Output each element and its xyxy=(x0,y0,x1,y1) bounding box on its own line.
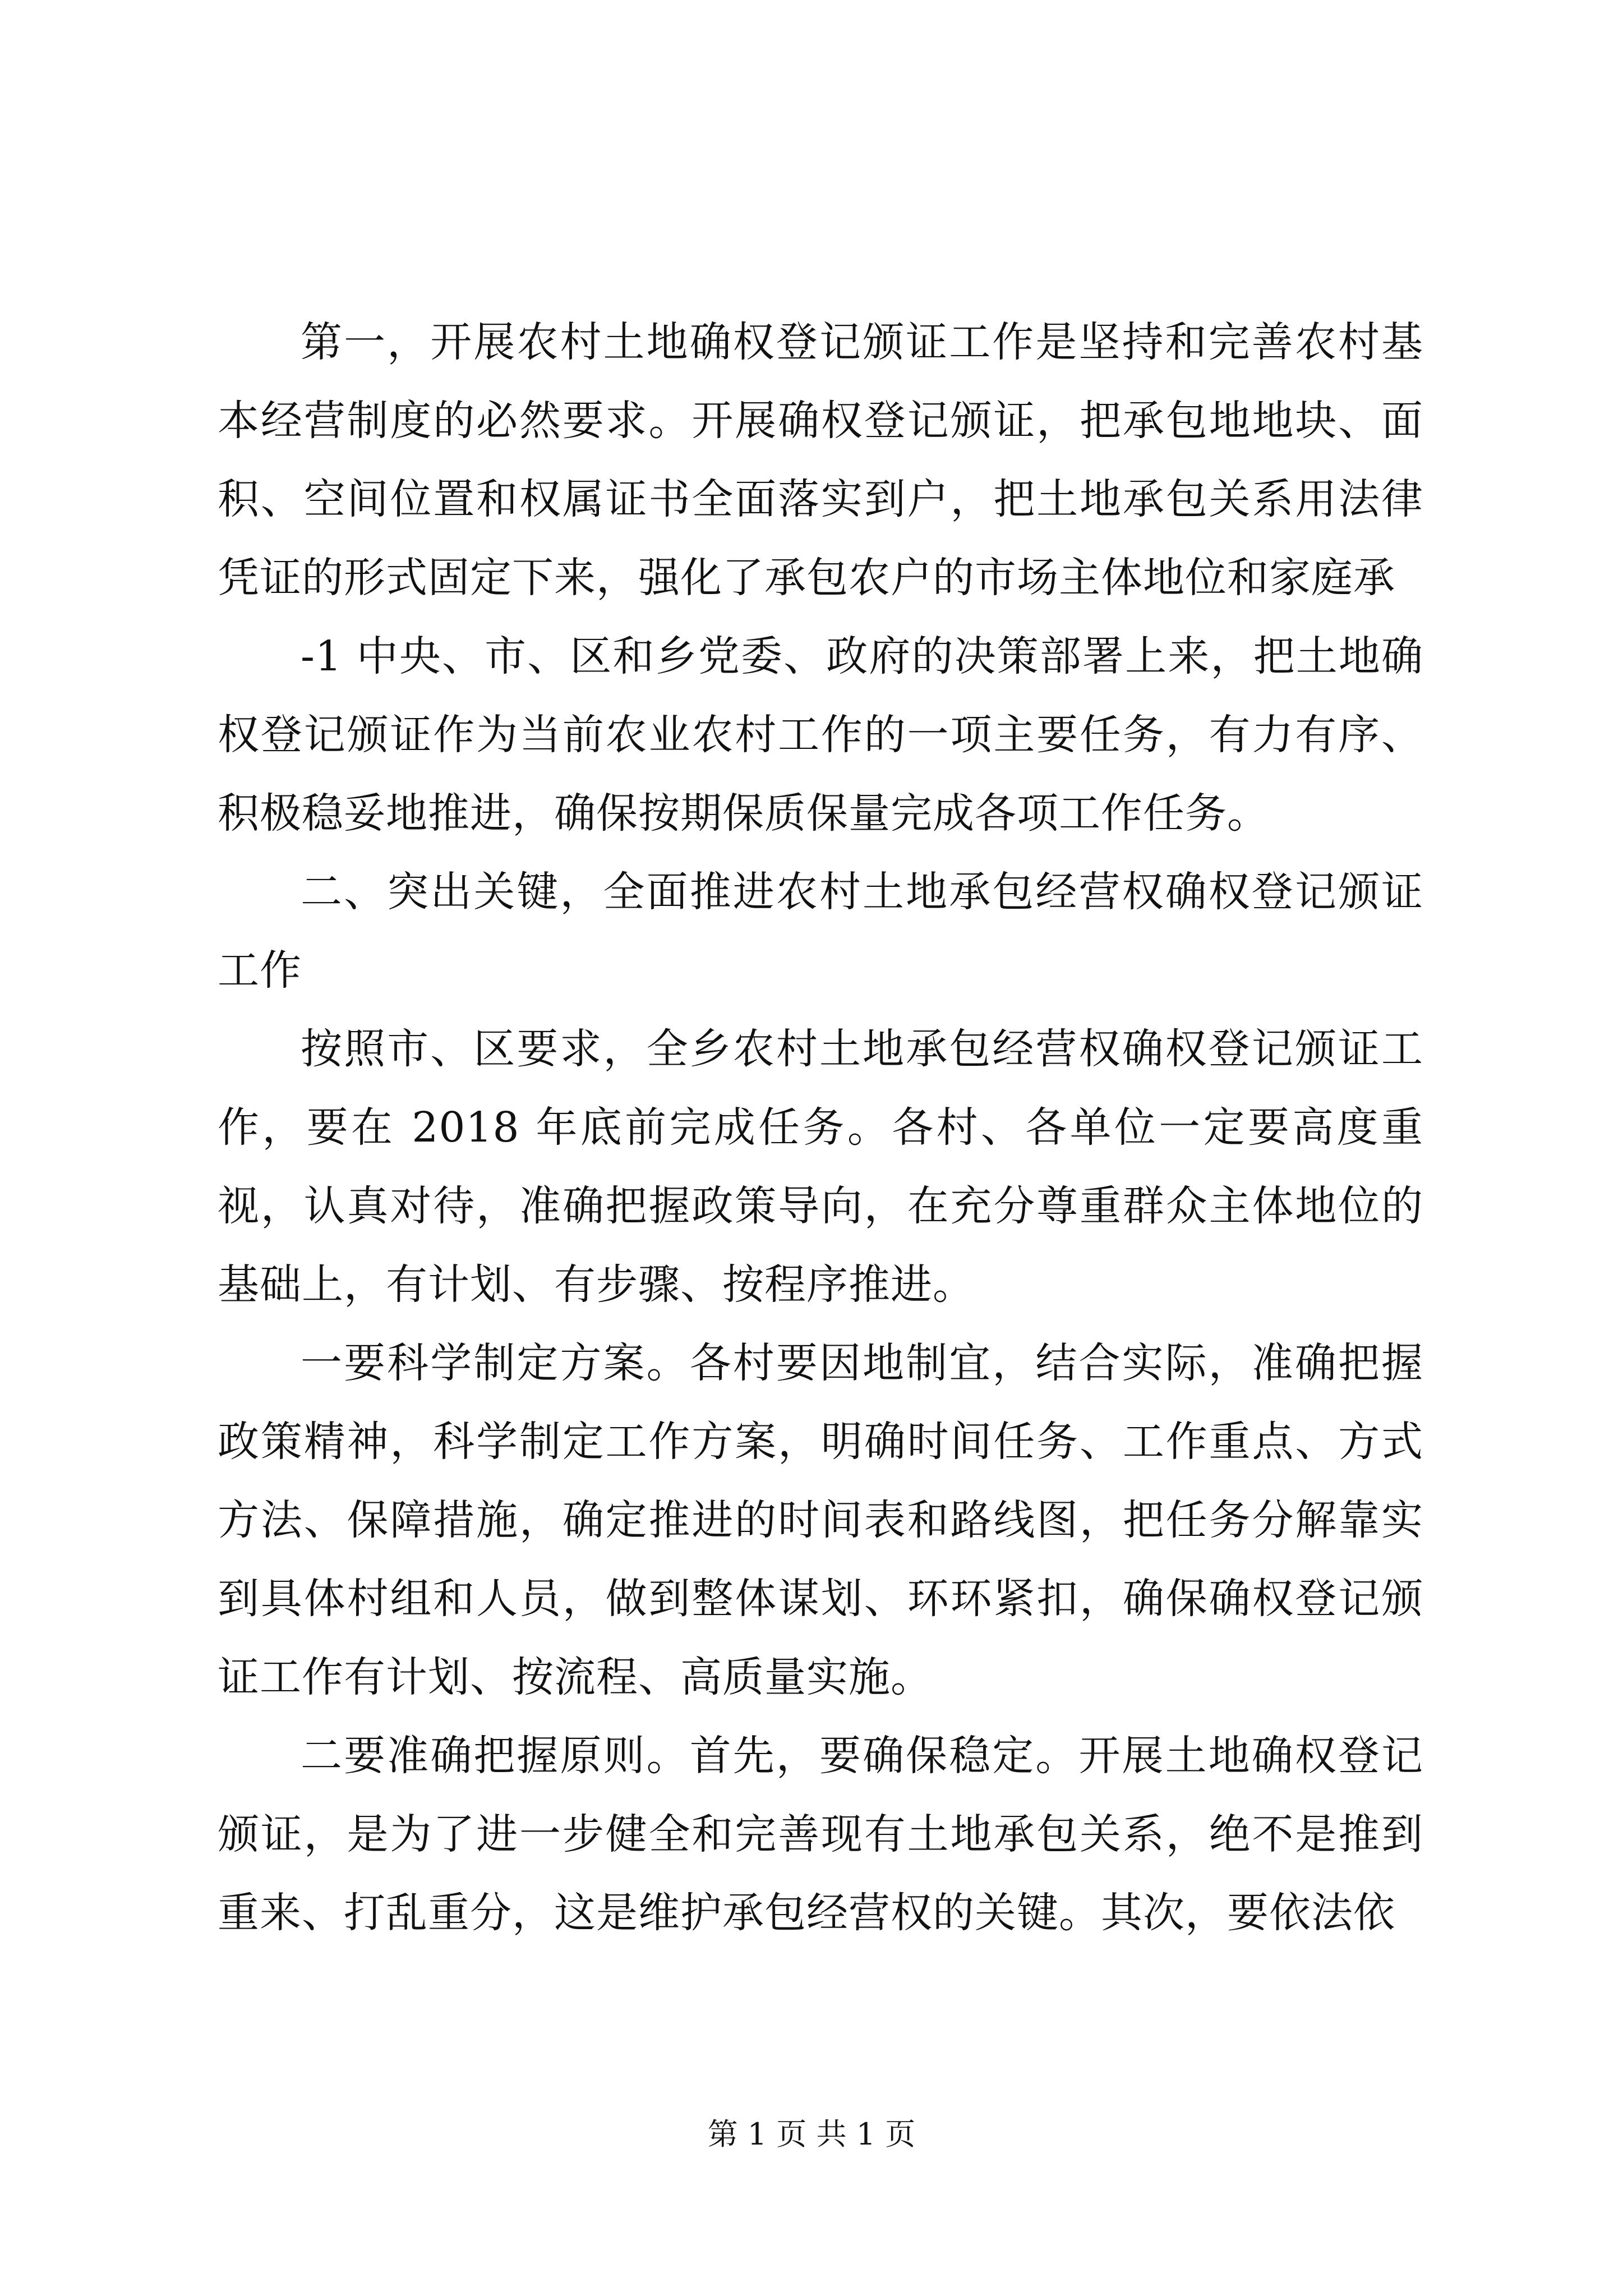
paragraph-3-heading: 二、突出关键，全面推进农村土地承包经营权确权登记颁证工作 xyxy=(218,868,1423,995)
page-footer: 第 1 页 共 1 页 xyxy=(707,2116,916,2152)
paragraph-6: 二要准确把握原则。首先，要确保稳定。开展土地确权登记颁证，是为了进一步健全和完善现有土地承包关系，绝不是推到重来、打乱重分，这是维护承包经营权的关键。其次，要依法依 xyxy=(218,1732,1423,1937)
paragraph-1: 第一，开展农村土地确权登记颁证工作是坚持和完善农村基本经营制度的必然要求。开展确权登记颁证，把承包地地块、面积、空间位置和权属证书全面落实到户，把土地承包关系用法律凭证的形式固定下来，强化了承包农户的市场主体地位和家庭承 xyxy=(218,318,1423,602)
document-body xyxy=(218,303,1423,1952)
paragraph-5: 一要科学制定方案。各村要因地制宜，结合实际，准确把握政策精神，科学制定工作方案，明确时间任务、工作重点、方式方法、保障措施，确定推进的时间表和路线图，把任务分解靠实到具体村组和人员，做到整体谋划、环环紧扣，确保确权登记颁证工作有计划、按流程、高质量实施。 xyxy=(218,1339,1423,1701)
paragraph-4: 按照市、区要求，全乡农村土地承包经营权确权登记颁证工作，要在 2018 年底前完成任务。各村、各单位一定要高度重视，认真对待，准确把握政策导向，在充分尊重群众主体地位的基础上，有计划、有步骤、按程序推进。 xyxy=(218,1025,1423,1309)
paragraph-2: -1 中央、市、区和乡党委、政府的决策部署上来，把土地确权登记颁证作为当前农业农村工作的一项主要任务，有力有序、积极稳妥地推进，确保按期保质保量完成各项工作任务。 xyxy=(218,632,1423,838)
